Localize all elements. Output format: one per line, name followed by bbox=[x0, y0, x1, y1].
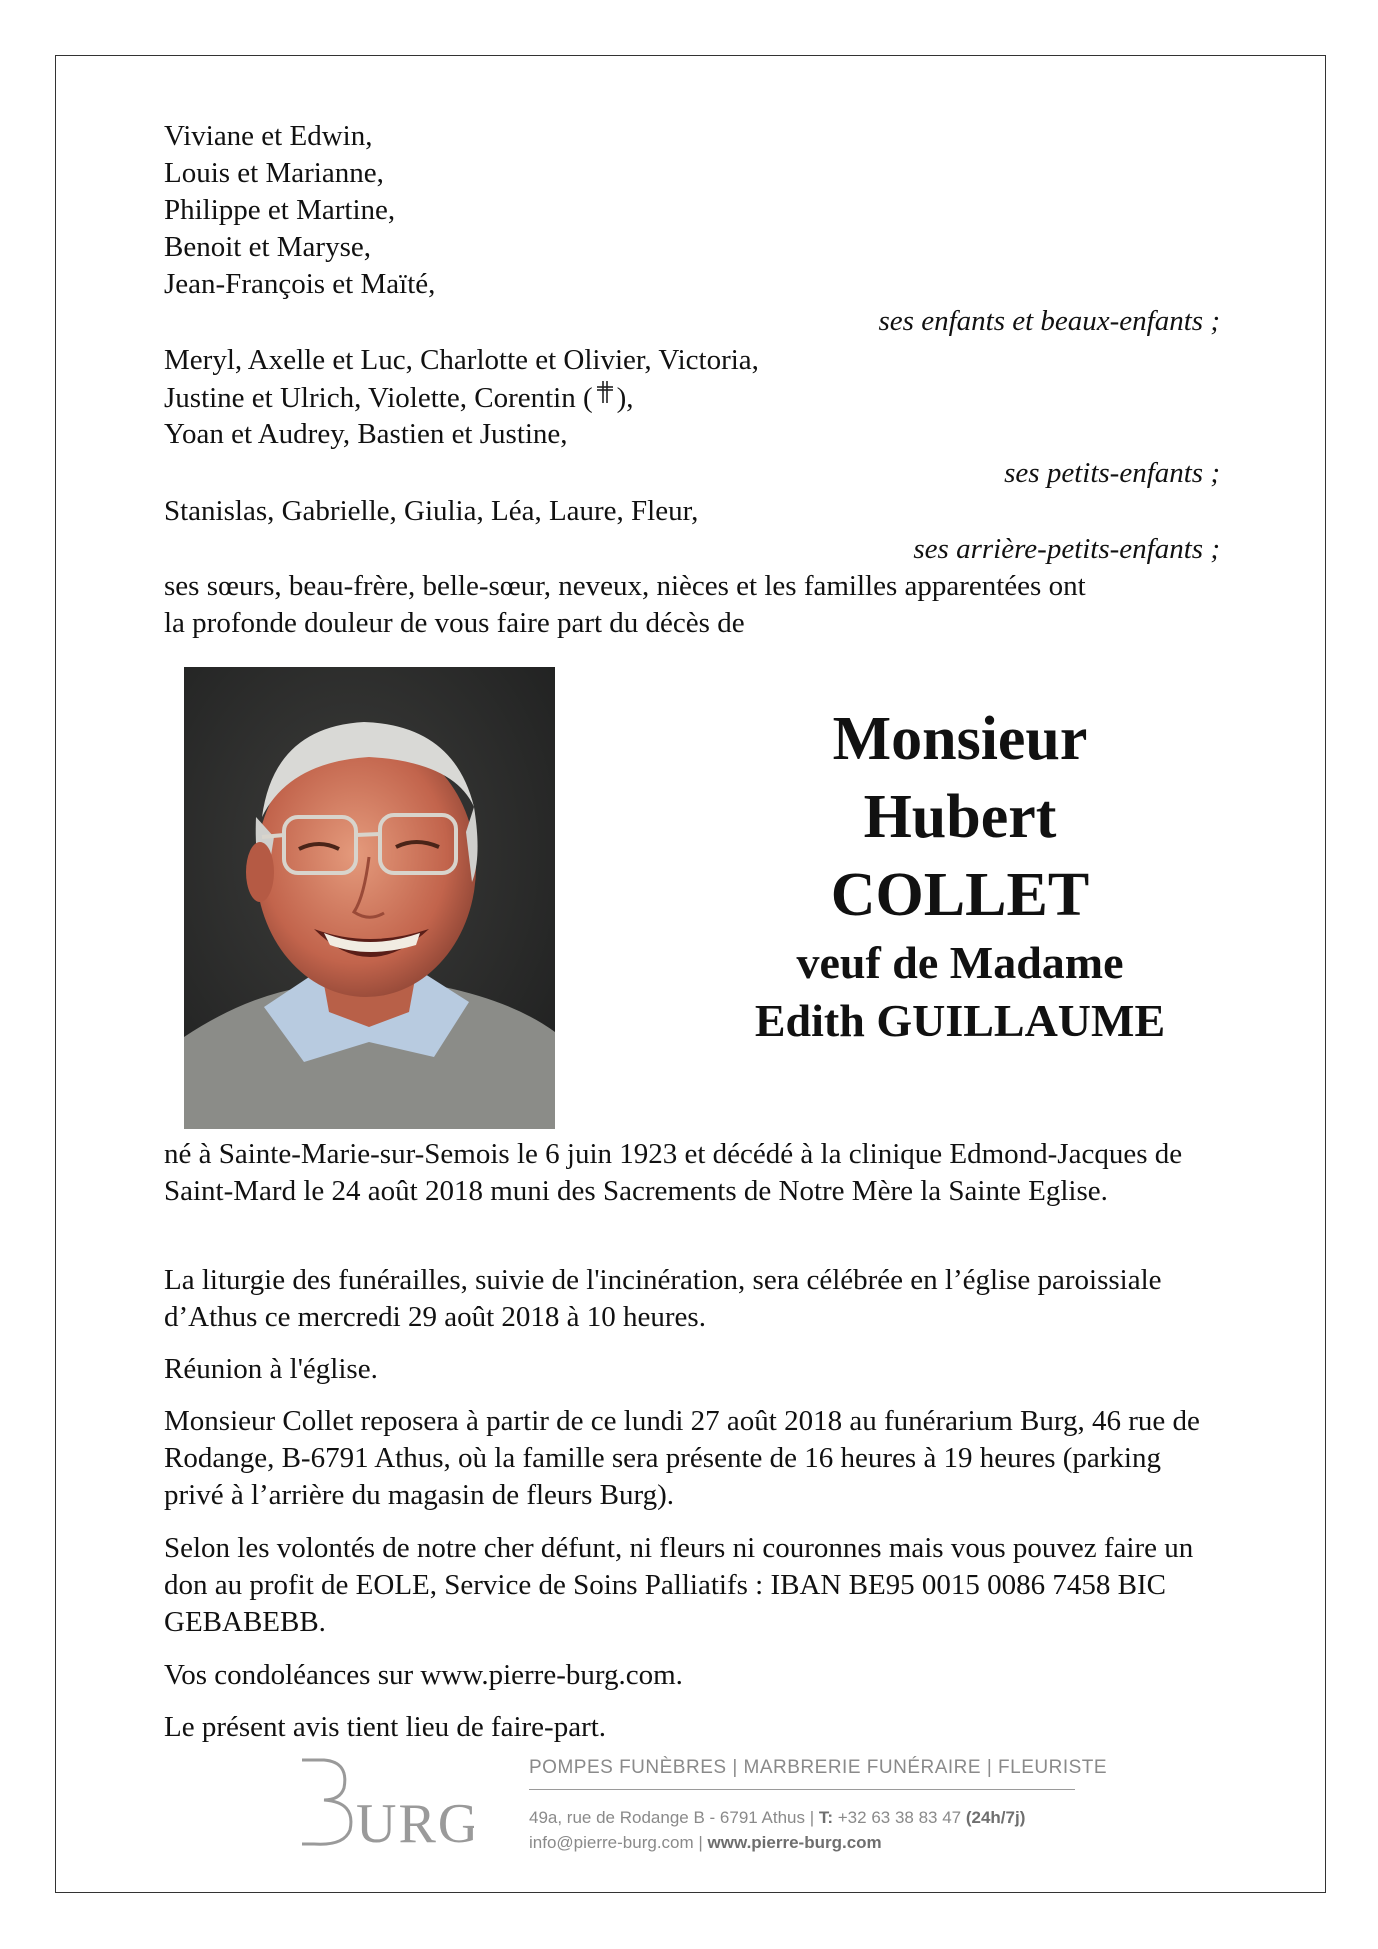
portrait-photo bbox=[184, 667, 555, 1129]
footer-website-link[interactable]: www.pierre-burg.com bbox=[707, 1833, 882, 1852]
grandchildren-line-3: Yoan et Audrey, Bastien et Justine, bbox=[164, 418, 568, 450]
footer-address bbox=[529, 1808, 1025, 1828]
footer-email-link[interactable]: info@pierre-burg.com bbox=[529, 1833, 694, 1852]
great-grandchildren-line: Stanislas, Gabrielle, Giulia, Léa, Laure, Fleur, bbox=[164, 495, 699, 527]
spouse-name: Edith GUILLAUME bbox=[754, 995, 1166, 1046]
notice-paragraph: Le présent avis tient lieu de faire-part. bbox=[164, 1711, 607, 1743]
footer-address-text: 49a, rue de Rodange B - 6791 Athus | bbox=[529, 1808, 819, 1827]
relatives-line-2: la profonde douleur de vous faire part du décès de bbox=[164, 607, 745, 639]
great-grandchildren-label: ses arrière-petits-enfants ; bbox=[913, 533, 1220, 565]
deceased-title: Monsieur bbox=[832, 705, 1088, 773]
deceased-first-name: Hubert bbox=[863, 783, 1057, 851]
deceased-last-name: COLLET bbox=[830, 861, 1090, 929]
birth-death-paragraph: né à Sainte-Marie-sur-Semois le 6 juin 1923 et décédé à la clinique Edmond-Jacques de Saint-Mard le 24 août 2018 muni des Sacrements de Notre Mère la Sainte Eglise. bbox=[164, 1138, 1183, 1207]
footer-phone[interactable]: +32 63 38 83 47 bbox=[833, 1808, 966, 1827]
svg-text:URG: URG bbox=[356, 1793, 474, 1850]
children-line-5: Jean-François et Maïté, bbox=[164, 268, 436, 300]
footer-divider bbox=[529, 1789, 1075, 1790]
footer-services: POMPES FUNÈBRES | MARBRERIE FUNÉRAIRE | FLEURISTE bbox=[529, 1757, 1108, 1778]
grandchildren-label: ses petits-enfants ; bbox=[1004, 457, 1220, 489]
burg-logo bbox=[294, 1750, 474, 1850]
grandchildren-line-2-end: ), bbox=[616, 382, 634, 414]
footer-contact bbox=[529, 1833, 882, 1853]
grandchildren-line-2-text: Justine et Ulrich, Violette, Corentin ( bbox=[164, 382, 593, 414]
children-label: ses enfants et beaux-enfants ; bbox=[878, 305, 1220, 337]
cross-icon bbox=[594, 379, 616, 416]
widower-of: veuf de Madame bbox=[796, 937, 1124, 988]
grandchildren-line-1: Meryl, Axelle et Luc, Charlotte et Olivier, Victoria, bbox=[164, 344, 759, 376]
condolences-paragraph: Vos condoléances sur www.pierre-burg.com. bbox=[164, 1659, 683, 1691]
footer-phone-label: T: bbox=[818, 1808, 834, 1827]
children-line-4: Benoit et Maryse, bbox=[164, 231, 371, 263]
donation-paragraph: Selon les volontés de notre cher défunt, ni fleurs ni couronnes mais vous pouvez faire un don au profit de EOLE, Service de Soins Palliatifs : IBAN BE95 0015 0086 7458 BIC GEBABEBB. bbox=[164, 1532, 1194, 1638]
children-line-3: Philippe et Martine, bbox=[164, 194, 396, 226]
liturgy-paragraph: La liturgie des funérailles, suivie de l'incinération, sera célébrée en l’église paroissiale d’Athus ce mercredi 29 août 2018 à 10 heures. bbox=[164, 1264, 1162, 1333]
relatives-line-1: ses sœurs, beau-frère, belle-sœur, neveux, nièces et les familles apparentées ont bbox=[164, 570, 1086, 602]
footer-separator: | bbox=[693, 1833, 708, 1852]
grandchildren-line-2 bbox=[164, 379, 634, 417]
children-line-2: Louis et Marianne, bbox=[164, 157, 384, 189]
meeting-paragraph: Réunion à l'église. bbox=[164, 1353, 378, 1385]
repose-paragraph: Monsieur Collet reposera à partir de ce lundi 27 août 2018 au funérarium Burg, 46 rue de Rodange, B-6791 Athus, où la famille sera présente de 16 heures à 19 heures (parking privé à l’arrière du magasin de fleurs Burg). bbox=[164, 1405, 1200, 1511]
children-line-1: Viviane et Edwin, bbox=[164, 120, 373, 152]
deceased-name-block bbox=[660, 700, 1260, 1050]
footer-phone-hours: (24h/7j) bbox=[965, 1808, 1026, 1827]
